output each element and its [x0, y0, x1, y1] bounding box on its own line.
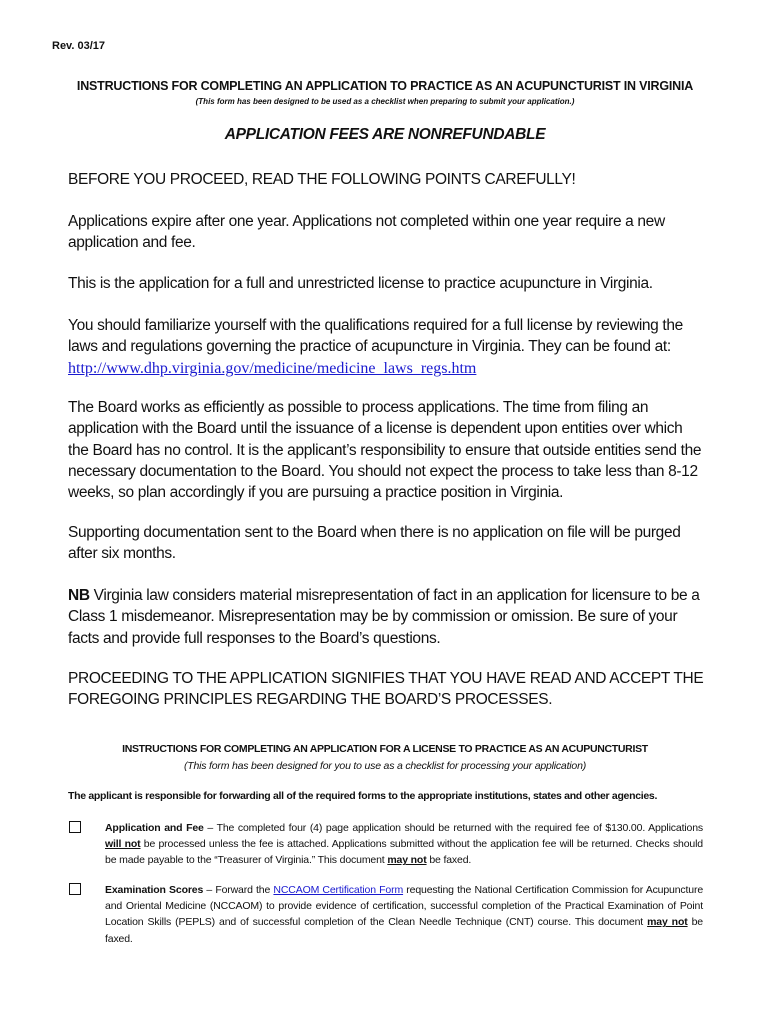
item-text: – Forward the — [203, 884, 274, 896]
nccaom-form-link[interactable]: NCCAOM Certification Form — [273, 884, 404, 896]
item-label: Examination Scores — [105, 884, 204, 896]
expire-paragraph: Applications expire after one year. Applications not completed within one year require a new application and fee. — [68, 213, 665, 252]
full-license-paragraph: This is the application for a full and unrestricted license to practice acupuncture in Virginia. — [68, 275, 653, 292]
board-works-paragraph: The Board works as efficiently as possible to process applications. The time from filing an application with the Board until the issuance of a license is dependent upon entities over which the Board has no control. It is the applicant’s responsibility to ensure that outside entities send the necessary documentation to the Board. You should not expect the process to take less than 8-12 weeks, so plan accordingly if you are pursuing a practice position in Virginia. — [68, 399, 702, 502]
item-label: Application and Fee — [105, 822, 204, 834]
will-not-emphasis: will not — [105, 838, 141, 851]
item-text: – The completed four (4) page application should be returned with the required fee of $130.00. Applications — [203, 822, 703, 834]
page-title: INSTRUCTIONS FOR COMPLETING AN APPLICATION TO PRACTICE AS AN ACUPUNCTURIST IN VIRGINIA — [76, 79, 694, 93]
examination-scores-checkbox[interactable] — [69, 883, 81, 895]
familiarize-text: You should familiarize yourself with the qualifications required for a full license by reviewing the laws and regulations governing the practice of acupuncture in Virginia. They can be found at: — [68, 317, 683, 356]
checklist-item-examination-scores — [105, 882, 703, 947]
application-fee-checkbox[interactable] — [69, 821, 81, 833]
item-text: be faxed. — [105, 916, 703, 945]
item-text: requesting the National Certification Commission for Acupuncture and Oriental Medicine (NCCAOM) to provide evidence of certification, successful completion of the Practical Examination of Point Location Skills (PEPLS) and of successful completion of the Clean Needle Technique (CNT) course. This document — [105, 884, 704, 929]
nb-label: NB — [68, 587, 90, 604]
may-not-emphasis: may not — [647, 916, 688, 929]
checklist-item-application-fee — [105, 820, 703, 869]
laws-regs-link[interactable]: http://www.dhp.virginia.gov/medicine/medicine_laws_regs.htm — [68, 359, 477, 377]
nb-paragraph — [68, 585, 704, 649]
familiarize-paragraph — [68, 315, 704, 379]
checklist-subtitle: (This form has been designed for you to use as a checklist for processing your application) — [183, 760, 586, 772]
nb-text: Virginia law considers material misrepresentation of fact in an application for licensure to be a Class 1 misdemeanor. Misrepresentation may be by commission or omission. Be sure of your facts and provide full responses to the Board’s questions. — [68, 587, 700, 647]
proceeding-paragraph: PROCEEDING TO THE APPLICATION SIGNIFIES THAT YOU HAVE READ AND ACCEPT THE FOREGOING PRINCIPLES REGARDING THE BOARD’S PROCESSES. — [68, 670, 704, 709]
item-text: be processed unless the fee is attached. Applications submitted without the application fee will be returned. Checks should be made payable to the “Treasurer of Virginia.” This document — [105, 838, 703, 867]
item-text: be faxed. — [426, 854, 472, 867]
revision-label: Rev. 03/17 — [52, 40, 106, 52]
supporting-docs-paragraph: Supporting documentation sent to the Board when there is no application on file will be purged after six months. — [68, 524, 681, 563]
responsibility-note: The applicant is responsible for forwarding all of the required forms to the appropriate institutions, states and other agencies. — [68, 790, 658, 802]
checklist-title: INSTRUCTIONS FOR COMPLETING AN APPLICATION FOR A LICENSE TO PRACTICE AS AN ACUPUNCTURIST — [122, 743, 648, 755]
before-proceed-heading: BEFORE YOU PROCEED, READ THE FOLLOWING POINTS CAREFULLY! — [68, 171, 576, 188]
fees-notice: APPLICATION FEES ARE NONREFUNDABLE — [224, 126, 546, 143]
page-subtitle: (This form has been designed to be used as a checklist when preparing to submit your application.) — [195, 97, 575, 106]
may-not-emphasis: may not — [387, 854, 427, 867]
